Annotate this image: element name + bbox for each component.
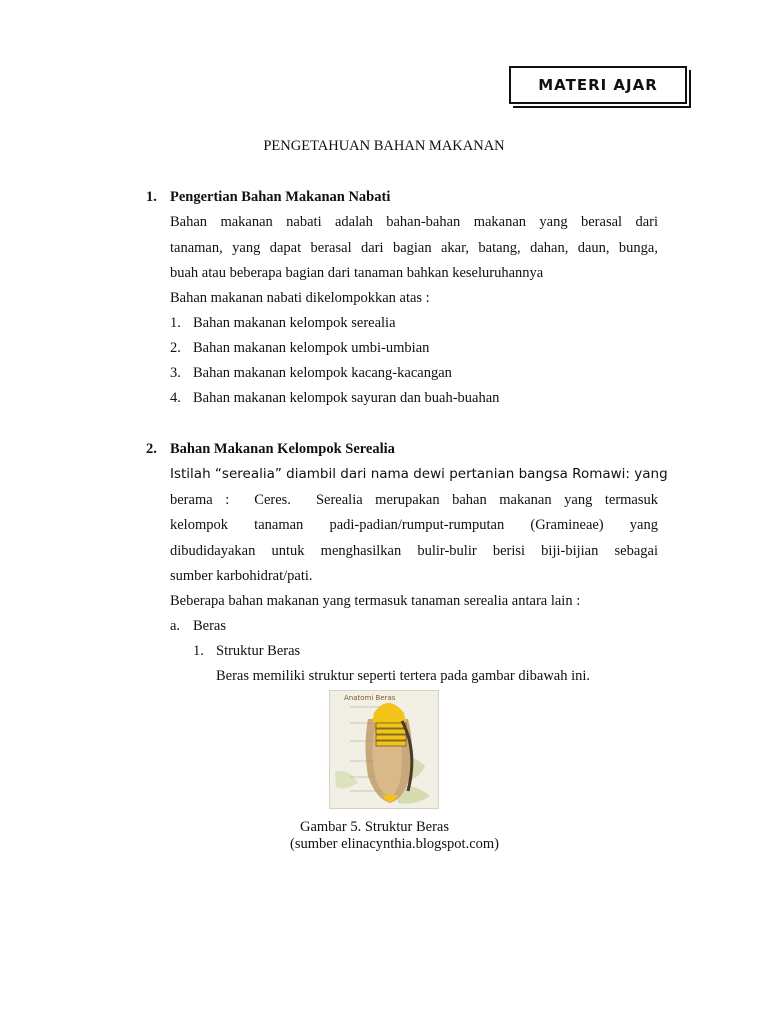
figure-title: Anatomi Beras	[344, 694, 396, 702]
section-2-heading: Bahan Makanan Kelompok Serealia	[170, 441, 395, 457]
sub-sub-item-number: 1.	[193, 643, 204, 659]
section-2-line-4: dibudidayakan untuk menghasilkan bulir-bulir berisi biji-bijian sebagai	[170, 543, 658, 559]
list-item: Bahan makanan kelompok umbi-umbian	[193, 340, 430, 356]
rice-anatomy-figure	[329, 690, 439, 809]
section-2-line-5: sumber karbohidrat/pati.	[170, 568, 313, 584]
section-2-line-3: kelompok tanaman padi-padian/rumput-rumputan (Gramineae) yang	[170, 517, 658, 533]
list-item-number: 3.	[170, 365, 181, 381]
sub-item-letter: a.	[170, 618, 181, 634]
document-title: PENGETAHUAN BAHAN MAKANAN	[263, 138, 505, 154]
section-2-number: 2.	[146, 441, 157, 457]
badge-label: MATERI AJAR	[538, 76, 658, 94]
list-item: Bahan makanan kelompok kacang-kacangan	[193, 365, 452, 381]
sub-sub-item-struktur: Struktur Beras	[216, 643, 301, 659]
section-1-number: 1.	[146, 189, 157, 205]
list-item: Bahan makanan kelompok sayuran dan buah-buahan	[193, 390, 500, 406]
list-item: Bahan makanan kelompok serealia	[193, 315, 396, 331]
list-item-number: 4.	[170, 390, 181, 406]
materi-ajar-badge	[509, 66, 687, 104]
section-1-para-line-2: tanaman, yang dapat berasal dari bagian akar, batang, dahan, daun, bunga,	[170, 240, 658, 256]
section-1-para-line-3: buah atau beberapa bagian dari tanaman bahkan keseluruhannya	[170, 265, 544, 281]
section-1-intro: Bahan makanan nabati dikelompokkan atas :	[170, 290, 430, 306]
section-2-intro: Beberapa bahan makanan yang termasuk tanaman serealia antara lain :	[170, 593, 581, 609]
section-1-heading: Pengertian Bahan Makanan Nabati	[170, 189, 391, 205]
section-1-para-line-1: Bahan makanan nabati adalah bahan-bahan makanan yang berasal dari	[170, 214, 658, 230]
list-item-number: 1.	[170, 315, 181, 331]
figure-caption: Gambar 5. Struktur Beras	[300, 819, 449, 835]
rice-grain-illustration	[330, 691, 439, 809]
sub-item-beras: Beras	[193, 618, 227, 634]
figure-source: (sumber elinacynthia.blogspot.com)	[290, 836, 499, 852]
section-2-line-2: berama : Ceres. Serealia merupakan bahan makanan yang termasuk	[170, 492, 658, 508]
struktur-description: Beras memiliki struktur seperti tertera pada gambar dibawah ini.	[216, 668, 591, 684]
list-item-number: 2.	[170, 340, 181, 356]
section-2-line-1: Istilah “serealia” diambil dari nama dewi pertanian bangsa Romawi: yang	[170, 466, 668, 482]
